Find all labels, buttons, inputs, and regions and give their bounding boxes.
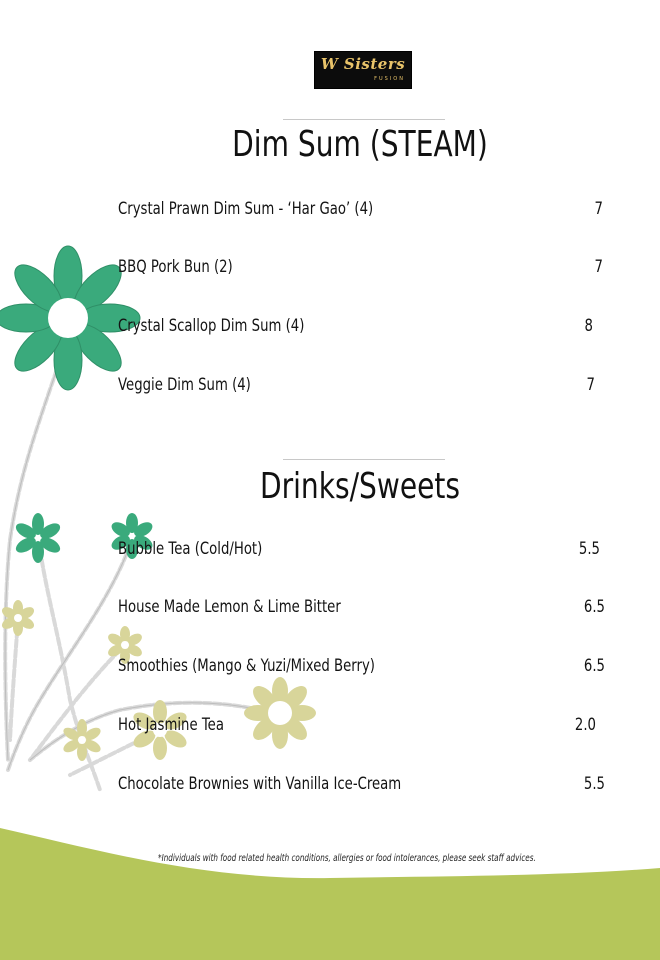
logo-name: W Sisters: [320, 55, 406, 73]
menu-item-name: BBQ Pork Bun (2): [118, 257, 233, 277]
menu-item-price: 2.0: [574, 715, 596, 735]
menu-item-name: Hot Jasmine Tea: [118, 715, 224, 735]
menu-item-price: 7: [594, 257, 603, 277]
menu-item-name: Smoothies (Mango & Yuzi/Mixed Berry): [118, 656, 375, 676]
menu-item-name: House Made Lemon & Lime Bitter: [118, 597, 341, 617]
menu-item-name: Crystal Prawn Dim Sum - ‘Har Gao’ (4): [118, 199, 374, 219]
menu-item-price: 6.5: [583, 656, 605, 676]
menu-item-name: Veggie Dim Sum (4): [118, 375, 251, 395]
menu-item-price: 7: [586, 375, 595, 395]
bottom-wave: [0, 828, 660, 960]
menu-item-name: Crystal Scallop Dim Sum (4): [118, 316, 305, 336]
yellow-flower-5: [244, 677, 316, 749]
menu-item-price: 5.5: [583, 774, 605, 794]
menu-item-price: 7: [594, 199, 603, 219]
menu-item-name: Bubble Tea (Cold/Hot): [118, 539, 263, 559]
section-title-dim-sum: Dim Sum (STEAM): [232, 124, 488, 165]
menu-item-name: Chocolate Brownies with Vanilla Ice-Cream: [118, 774, 402, 794]
menu-item-price: 6.5: [583, 597, 605, 617]
logo-subtitle: FUSION: [374, 76, 405, 82]
section-title-drinks-sweets: Drinks/Sweets: [259, 466, 461, 507]
small-green-flower-1: [13, 513, 62, 563]
menu-item-price: 5.5: [578, 539, 600, 559]
yellow-flower-3: [61, 719, 102, 761]
menu-item-price: 8: [584, 316, 593, 336]
allergy-footnote: *Individuals with food related health conditions, allergies or food intolerances, please seek staff advices.: [158, 853, 536, 864]
